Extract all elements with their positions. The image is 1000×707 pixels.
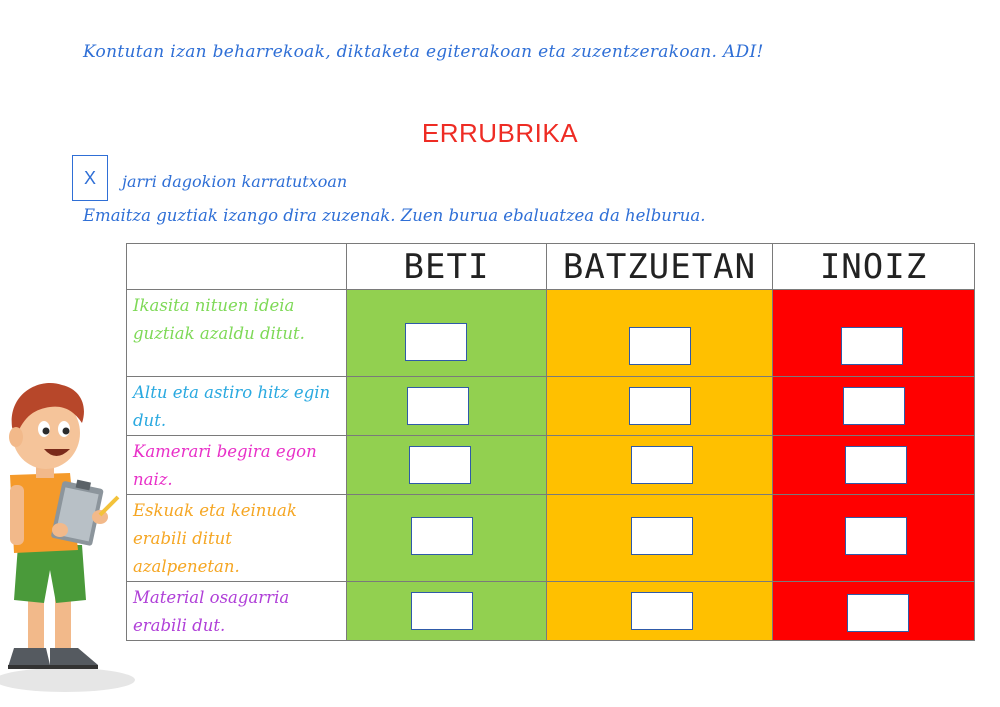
column-header-beti: BETI <box>347 244 547 290</box>
answer-box-inoiz[interactable] <box>845 517 907 555</box>
answer-box-batzuetan[interactable] <box>631 517 693 555</box>
answer-box-batzuetan[interactable] <box>629 327 691 365</box>
criterion-label: Altu eta astiro hitz egin dut. <box>127 377 347 436</box>
table-row <box>127 495 975 582</box>
cell-beti <box>347 290 547 377</box>
column-header-inoiz: INOIZ <box>773 244 975 290</box>
criterion-label: Material osagarria erabili dut. <box>127 582 347 641</box>
rubric-table <box>126 243 975 641</box>
table-row <box>127 290 975 377</box>
cell-inoiz <box>773 582 975 641</box>
boy-with-clipboard-illustration <box>0 365 160 695</box>
cell-batzuetan <box>547 377 773 436</box>
answer-box-batzuetan[interactable] <box>629 387 691 425</box>
column-header-batzuetan: BATZUETAN <box>547 244 773 290</box>
answer-box-batzuetan[interactable] <box>631 592 693 630</box>
answer-box-inoiz[interactable] <box>841 327 903 365</box>
answer-box-beti[interactable] <box>409 446 471 484</box>
cell-batzuetan <box>547 290 773 377</box>
criterion-label: Kamerari begira egon naiz. <box>127 436 347 495</box>
cell-beti <box>347 582 547 641</box>
answer-box-beti[interactable] <box>411 517 473 555</box>
mark-example-box: X <box>72 155 108 201</box>
criterion-label: Eskuak eta keinuak erabili ditut azalpenetan. <box>127 495 347 582</box>
cell-inoiz <box>773 495 975 582</box>
mark-instruction: jarri dagokion karratutxoan <box>122 172 348 191</box>
cell-beti <box>347 377 547 436</box>
cell-batzuetan <box>547 582 773 641</box>
answer-box-inoiz[interactable] <box>843 387 905 425</box>
answer-box-batzuetan[interactable] <box>631 446 693 484</box>
cell-inoiz <box>773 290 975 377</box>
note-text: Emaitza guztiak izango dira zuzenak. Zuen burua ebaluatzea da helburua. <box>83 206 706 225</box>
cell-inoiz <box>773 436 975 495</box>
intro-text: Kontutan izan beharrekoak, diktaketa egiterakoan eta zuzentzerakoan. ADI! <box>83 42 764 62</box>
answer-box-inoiz[interactable] <box>847 594 909 632</box>
cell-inoiz <box>773 377 975 436</box>
table-row <box>127 436 975 495</box>
cell-beti <box>347 436 547 495</box>
header-empty-cell <box>127 244 347 290</box>
answer-box-beti[interactable] <box>407 387 469 425</box>
answer-box-beti[interactable] <box>411 592 473 630</box>
cell-batzuetan <box>547 495 773 582</box>
table-row <box>127 377 975 436</box>
page-title: ERRUBRIKA <box>421 118 579 148</box>
answer-box-beti[interactable] <box>405 323 467 361</box>
answer-box-inoiz[interactable] <box>845 446 907 484</box>
cell-beti <box>347 495 547 582</box>
criterion-label: Ikasita nituen ideia guztiak azaldu ditut. <box>127 290 347 377</box>
cell-batzuetan <box>547 436 773 495</box>
table-row <box>127 582 975 641</box>
